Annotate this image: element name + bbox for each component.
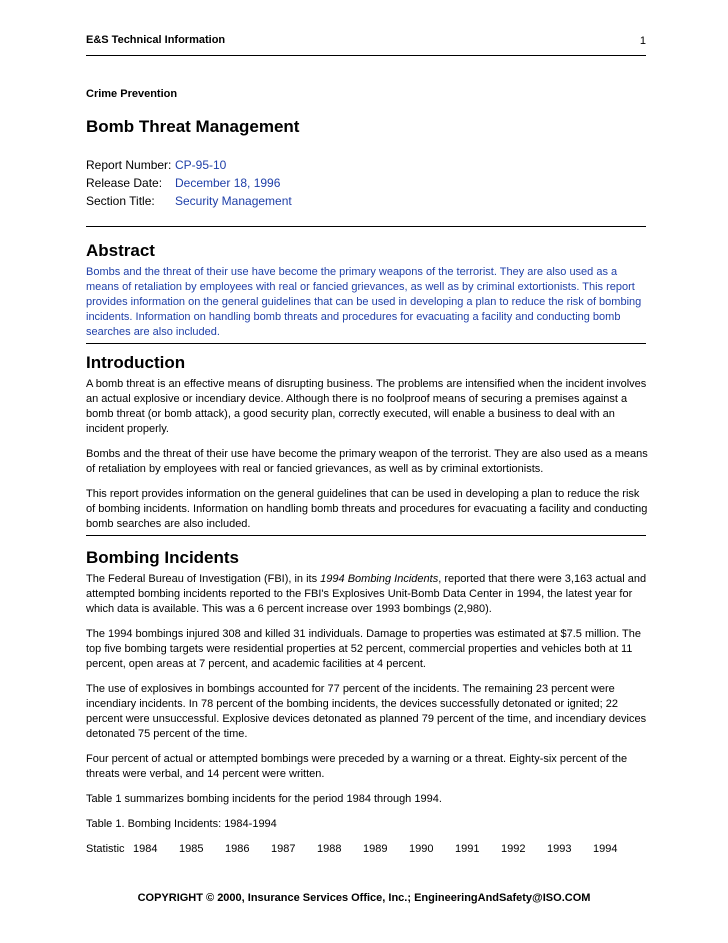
abstract-section xyxy=(86,241,648,350)
meta-label: Release Date: xyxy=(86,176,163,190)
category-label: Crime Prevention xyxy=(86,88,178,100)
table-caption: Table 1. Bombing Incidents: 1984-1994 xyxy=(86,818,277,830)
table-header-row xyxy=(86,842,648,857)
page-header xyxy=(86,34,646,54)
table-header-cell: 1991 xyxy=(455,843,480,855)
meta-value[interactable]: CP-95-10 xyxy=(175,158,227,172)
section-rule xyxy=(86,535,646,536)
header-rule xyxy=(86,55,646,56)
table-header-cell: 1990 xyxy=(409,843,434,855)
page-number: 1 xyxy=(639,35,646,47)
paragraph: Table 1 summarizes bombing incidents for the period 1984 through 1994. xyxy=(86,793,442,805)
meta-row-release-date xyxy=(86,174,292,192)
table-header-cell: 1993 xyxy=(547,843,572,855)
section-rule xyxy=(86,226,646,227)
section-rule xyxy=(86,343,646,344)
table-header-cell: Statistic xyxy=(86,843,125,855)
paragraph: This report provides information on the general guidelines that can be used in developing a plan to reduce the risk of bombing incidents. Information on handling bomb threats and procedures for evacuating a facility and conducting bomb searches are also included. xyxy=(86,488,648,530)
meta-row-section-title xyxy=(86,192,292,210)
paragraph: Four percent of actual or attempted bombings were preceded by a warning or a threat. Eighty-six percent of the threats were verbal, and 14 percent were written. xyxy=(86,753,628,780)
meta-row-report-number xyxy=(86,156,292,174)
paragraph xyxy=(86,572,648,617)
publication-title: 1994 Bombing Incidents xyxy=(320,573,439,585)
table-header-cell: 1986 xyxy=(225,843,250,855)
paragraph-text: , reported that there were 3,163 actual and attempted bombing incidents reported to the FBI's Explosives Unit-Bomb Data Center in 1994, the latest year for which data is available. This was a 6 percent increase over 1993 bombings (2,980). xyxy=(86,573,647,615)
meta-value[interactable]: Security Management xyxy=(175,194,292,208)
table-header-cell: 1988 xyxy=(317,843,342,855)
bombing-incidents-section xyxy=(86,548,648,857)
meta-value[interactable]: December 18, 1996 xyxy=(175,176,281,190)
table-header-cell: 1984 xyxy=(133,843,158,855)
report-metadata xyxy=(86,156,292,210)
table-header-cell: 1985 xyxy=(179,843,204,855)
copyright-footer: COPYRIGHT © 2000, Insurance Services Office, Inc.; EngineeringAndSafety@ISO.COM xyxy=(137,892,591,904)
document-title: Bomb Threat Management xyxy=(86,117,300,136)
header-title: E&S Technical Information xyxy=(86,34,226,46)
table-header-cell: 1992 xyxy=(501,843,526,855)
paragraph: Bombs and the threat of their use have become the primary weapon of the terrorist. They are also used as a means of retaliation by employees with real or fancied grievances, as well as by criminal extortionists. xyxy=(86,448,648,475)
paragraph: The 1994 bombings injured 308 and killed 31 individuals. Damage to properties was estimated at $7.5 million. The top five bombing targets were residential properties at 52 percent, commercial properties and vehicles both at 11 percent, open areas at 7 percent, and academic facilities at 4 percent. xyxy=(86,628,642,670)
table-header-cell: 1987 xyxy=(271,843,296,855)
bombing-incidents-heading: Bombing Incidents xyxy=(86,548,239,567)
introduction-heading: Introduction xyxy=(86,353,186,372)
abstract-text[interactable]: Bombs and the threat of their use have become the primary weapons of the terrorist. They are also used as a means of retaliation by employees with real or fancied grievances, as well as by criminal extortionists. This report provides information on the general guidelines that can be used in developing a plan to reduce the risk of bombing incidents. Information on handling bomb threats and procedures for evacuating a facility and conducting bomb searches are also included. xyxy=(86,266,642,338)
paragraph: The use of explosives in bombings accounted for 77 percent of the incidents. The remaining 23 percent were incendiary incidents. In 78 percent of the bombing incidents, the devices successfully detonated or ignited; 22 percent were unsuccessful. Explosive devices detonated as planned 79 percent of the time, and incendiary devices detonated 75 percent of the time. xyxy=(86,683,647,740)
abstract-heading: Abstract xyxy=(86,241,155,260)
introduction-section xyxy=(86,353,648,542)
meta-label: Section Title: xyxy=(86,194,155,208)
table-header-cell: 1989 xyxy=(363,843,388,855)
paragraph-text: The Federal Bureau of Investigation (FBI), in its xyxy=(86,573,321,585)
paragraph: A bomb threat is an effective means of disrupting business. The problems are intensified when the incident involves an actual explosive or incendiary device. Although there is no foolproof means of securing a premises against a bomb threat (or bomb attack), a good security plan, correctly executed, will enable a business to deal with an incident properly. xyxy=(86,378,647,435)
meta-label: Report Number: xyxy=(86,158,172,172)
table-header-cell: 1994 xyxy=(593,843,618,855)
